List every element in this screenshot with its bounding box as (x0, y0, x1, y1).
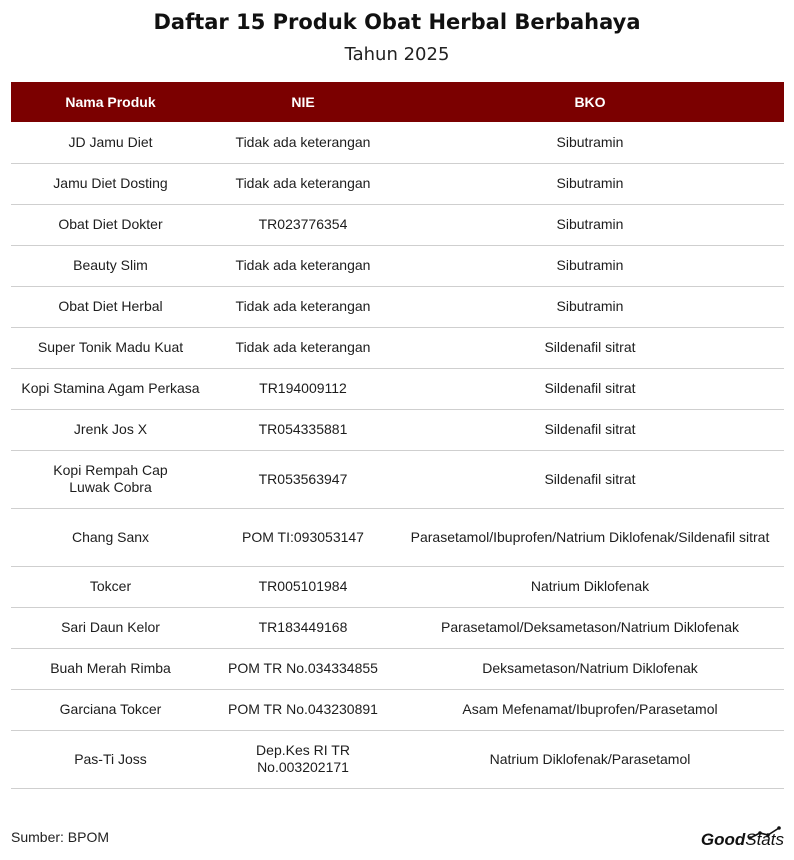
cell-nama-produk: Sari Daun Kelor (11, 607, 210, 648)
page-title: Daftar 15 Produk Obat Herbal Berbahaya (153, 10, 641, 34)
cell-nama-produk: Pas-Ti Joss (11, 730, 210, 788)
cell-nie: TR053563947 (210, 450, 396, 508)
cell-nama-produk: Garciana Tokcer (11, 689, 210, 730)
table-row (11, 607, 784, 648)
table-row (11, 327, 784, 368)
column-header-nama-produk: Nama Produk (65, 94, 156, 110)
cell-nie: TR183449168 (210, 607, 396, 648)
table-row (11, 409, 784, 450)
cell-nie: POM TI:093053147 (210, 508, 396, 566)
cell-nama-produk: Tokcer (11, 566, 210, 607)
cell-nie: Tidak ada keterangan (210, 163, 396, 204)
table-row (11, 566, 784, 607)
table-row (11, 508, 784, 566)
cell-nama-produk: Kopi Rempah Cap Luwak Cobra (11, 450, 210, 508)
cell-nama-produk: Kopi Stamina Agam Perkasa (11, 368, 210, 409)
cell-nama-produk: Buah Merah Rimba (11, 648, 210, 689)
page-subtitle: Tahun 2025 (344, 44, 450, 65)
cell-nama-produk: Beauty Slim (11, 245, 210, 286)
cell-bko: Sibutramin (396, 286, 784, 327)
cell-nama-produk: Jamu Diet Dosting (11, 163, 210, 204)
goodstats-logo (694, 826, 784, 852)
logo-good: Good (700, 830, 746, 849)
cell-bko: Asam Mefenamat/Ibuprofen/Parasetamol (396, 689, 784, 730)
cell-bko: Sibutramin (396, 245, 784, 286)
cell-nie: POM TR No.034334855 (210, 648, 396, 689)
table-row (11, 450, 784, 508)
table-row (11, 204, 784, 245)
cell-bko: Sibutramin (396, 122, 784, 163)
cell-bko: Sildenafil sitrat (396, 327, 784, 368)
logo-stats: Stats (745, 830, 784, 849)
column-header-nie: NIE (291, 94, 315, 110)
cell-bko: Sildenafil sitrat (396, 368, 784, 409)
cell-bko: Sildenafil sitrat (396, 409, 784, 450)
cell-bko: Parasetamol/Deksametason/Natrium Diklofenak (396, 607, 784, 648)
cell-bko: Natrium Diklofenak (396, 566, 784, 607)
cell-nie: TR005101984 (210, 566, 396, 607)
cell-nie: Tidak ada keterangan (210, 245, 396, 286)
cell-bko: Sibutramin (396, 163, 784, 204)
cell-bko: Sildenafil sitrat (396, 450, 784, 508)
table-row (11, 286, 784, 327)
table-row (11, 730, 784, 788)
cell-nie: TR054335881 (210, 409, 396, 450)
cell-nie: Tidak ada keterangan (210, 122, 396, 163)
cell-nama-produk: Obat Diet Dokter (11, 204, 210, 245)
logo-wordmark (701, 830, 784, 850)
cell-bko: Natrium Diklofenak/Parasetamol (396, 730, 784, 788)
source-note: Sumber: BPOM (11, 829, 110, 845)
table-row (11, 648, 784, 689)
column-header-bko: BKO (574, 94, 606, 110)
cell-nie: Dep.Kes RI TR No.003202171 (210, 730, 396, 788)
table-row (11, 163, 784, 204)
cell-nama-produk: Obat Diet Herbal (11, 286, 210, 327)
table-row (11, 368, 784, 409)
cell-nie: TR194009112 (210, 368, 396, 409)
cell-nie: Tidak ada keterangan (210, 286, 396, 327)
products-table (11, 82, 784, 789)
table-header-row (11, 82, 784, 122)
table-row (11, 122, 784, 163)
cell-nie: TR023776354 (210, 204, 396, 245)
cell-bko: Deksametason/Natrium Diklofenak (396, 648, 784, 689)
cell-nie: Tidak ada keterangan (210, 327, 396, 368)
cell-nama-produk: JD Jamu Diet (11, 122, 210, 163)
cell-nama-produk: Super Tonik Madu Kuat (11, 327, 210, 368)
cell-nie: POM TR No.043230891 (210, 689, 396, 730)
table-row (11, 245, 784, 286)
cell-nama-produk: Chang Sanx (11, 508, 210, 566)
cell-bko: Sibutramin (396, 204, 784, 245)
cell-nama-produk: Jrenk Jos X (11, 409, 210, 450)
table-row (11, 689, 784, 730)
cell-bko: Parasetamol/Ibuprofen/Natrium Diklofenak/Sildenafil sitrat (396, 508, 784, 566)
